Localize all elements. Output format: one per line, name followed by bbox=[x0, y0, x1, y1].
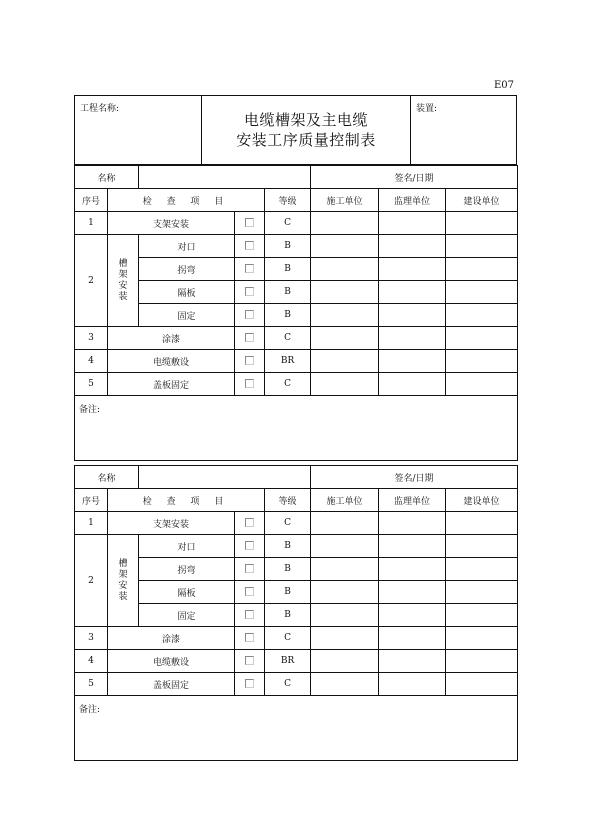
form-code: E07 bbox=[493, 80, 514, 91]
row-item: 涂漆 bbox=[108, 327, 235, 350]
supervisor-cell[interactable] bbox=[379, 373, 446, 396]
col-grade: 等级 bbox=[265, 489, 311, 512]
supervisor-cell[interactable] bbox=[379, 304, 446, 327]
owner-cell[interactable] bbox=[446, 281, 518, 304]
row-item: 盖板固定 bbox=[108, 673, 235, 696]
project-name-field[interactable] bbox=[75, 96, 202, 164]
row-grade: B bbox=[265, 558, 311, 581]
checkbox-icon[interactable] bbox=[245, 541, 254, 550]
checkbox-icon[interactable] bbox=[245, 287, 254, 296]
check-box[interactable] bbox=[235, 673, 265, 696]
row-item: 对口 bbox=[139, 535, 235, 558]
row-item: 盖板固定 bbox=[108, 373, 235, 396]
row-grade: B bbox=[265, 581, 311, 604]
table-row bbox=[75, 535, 518, 558]
owner-cell[interactable] bbox=[446, 650, 518, 673]
check-box[interactable] bbox=[235, 604, 265, 627]
row-item: 对口 bbox=[139, 235, 235, 258]
row-group: 槽架 安装 bbox=[108, 535, 139, 627]
row-seq: 5 bbox=[75, 673, 108, 696]
row-grade: BR bbox=[265, 650, 311, 673]
table-row bbox=[75, 212, 518, 235]
check-box[interactable] bbox=[235, 350, 265, 373]
table-row bbox=[75, 281, 518, 304]
supervisor-cell[interactable] bbox=[379, 212, 446, 235]
supervisor-cell[interactable] bbox=[379, 627, 446, 650]
remarks-label: 备注: bbox=[79, 405, 101, 415]
col-grade: 等级 bbox=[265, 189, 311, 212]
table-row bbox=[75, 512, 518, 535]
check-box[interactable] bbox=[235, 581, 265, 604]
form-title bbox=[202, 96, 411, 164]
row-item: 固定 bbox=[139, 304, 235, 327]
row-grade: B bbox=[265, 258, 311, 281]
owner-cell[interactable] bbox=[446, 512, 518, 535]
table-row bbox=[75, 373, 518, 396]
supervisor-cell[interactable] bbox=[379, 604, 446, 627]
table-row bbox=[75, 304, 518, 327]
table-row bbox=[75, 235, 518, 258]
row-grade: C bbox=[265, 373, 311, 396]
contractor-cell[interactable] bbox=[311, 604, 379, 627]
table-row bbox=[75, 258, 518, 281]
table-row bbox=[75, 581, 518, 604]
row-grade: C bbox=[265, 512, 311, 535]
check-box[interactable] bbox=[235, 558, 265, 581]
supervisor-cell[interactable] bbox=[379, 581, 446, 604]
inspection-table-1 bbox=[74, 165, 518, 461]
checkbox-icon[interactable] bbox=[245, 587, 254, 596]
name-input[interactable] bbox=[139, 466, 311, 489]
check-box[interactable] bbox=[235, 650, 265, 673]
col-owner: 建设单位 bbox=[446, 189, 518, 212]
remarks-field[interactable] bbox=[75, 696, 518, 761]
supervisor-cell[interactable] bbox=[379, 281, 446, 304]
row-item: 电缆敷设 bbox=[108, 650, 235, 673]
contractor-cell[interactable] bbox=[311, 373, 379, 396]
form-header bbox=[74, 95, 517, 165]
owner-cell[interactable] bbox=[446, 604, 518, 627]
checkbox-icon[interactable] bbox=[245, 241, 254, 250]
owner-cell[interactable] bbox=[446, 212, 518, 235]
owner-cell[interactable] bbox=[446, 558, 518, 581]
col-supervisor: 监理单位 bbox=[379, 189, 446, 212]
row-grade: B bbox=[265, 604, 311, 627]
owner-cell[interactable] bbox=[446, 258, 518, 281]
row-grade: B bbox=[265, 235, 311, 258]
row-seq: 3 bbox=[75, 327, 108, 350]
col-seq: 序号 bbox=[75, 189, 108, 212]
name-label: 名称 bbox=[75, 166, 139, 189]
name-input[interactable] bbox=[139, 166, 311, 189]
contractor-cell[interactable] bbox=[311, 673, 379, 696]
check-box[interactable] bbox=[235, 627, 265, 650]
supervisor-cell[interactable] bbox=[379, 650, 446, 673]
checkbox-icon[interactable] bbox=[245, 379, 254, 388]
table-row bbox=[75, 673, 518, 696]
row-grade: B bbox=[265, 304, 311, 327]
row-item: 固定 bbox=[139, 604, 235, 627]
row-item: 涂漆 bbox=[108, 627, 235, 650]
row-item: 拐弯 bbox=[139, 258, 235, 281]
checkbox-icon[interactable] bbox=[245, 610, 254, 619]
table-row bbox=[75, 604, 518, 627]
row-grade: C bbox=[265, 627, 311, 650]
supervisor-cell[interactable] bbox=[379, 235, 446, 258]
table-row bbox=[75, 650, 518, 673]
row-grade: C bbox=[265, 673, 311, 696]
check-box[interactable] bbox=[235, 235, 265, 258]
check-box[interactable] bbox=[235, 212, 265, 235]
inspection-table-2 bbox=[74, 465, 518, 761]
remarks-field[interactable] bbox=[75, 396, 518, 461]
checkbox-icon[interactable] bbox=[245, 333, 254, 342]
check-box[interactable] bbox=[235, 281, 265, 304]
supervisor-cell[interactable] bbox=[379, 350, 446, 373]
owner-cell[interactable] bbox=[446, 373, 518, 396]
checkbox-icon[interactable] bbox=[245, 356, 254, 365]
check-box[interactable] bbox=[235, 373, 265, 396]
row-seq: 5 bbox=[75, 373, 108, 396]
row-item: 支架安装 bbox=[108, 512, 235, 535]
row-group: 槽架 安装 bbox=[108, 235, 139, 327]
project-name-label: 工程名称: bbox=[80, 104, 120, 114]
contractor-cell[interactable] bbox=[311, 558, 379, 581]
check-box[interactable] bbox=[235, 512, 265, 535]
owner-cell[interactable] bbox=[446, 304, 518, 327]
col-supervisor: 监理单位 bbox=[379, 489, 446, 512]
col-contractor: 施工单位 bbox=[311, 489, 379, 512]
checkbox-icon[interactable] bbox=[245, 656, 254, 665]
supervisor-cell[interactable] bbox=[379, 535, 446, 558]
checkbox-icon[interactable] bbox=[245, 218, 254, 227]
owner-cell[interactable] bbox=[446, 350, 518, 373]
contractor-cell[interactable] bbox=[311, 212, 379, 235]
supervisor-cell[interactable] bbox=[379, 258, 446, 281]
device-field[interactable] bbox=[411, 96, 516, 164]
table-row bbox=[75, 627, 518, 650]
row-item: 隔板 bbox=[139, 281, 235, 304]
contractor-cell[interactable] bbox=[311, 581, 379, 604]
check-box[interactable] bbox=[235, 535, 265, 558]
contractor-cell[interactable] bbox=[311, 535, 379, 558]
owner-cell[interactable] bbox=[446, 673, 518, 696]
check-box[interactable] bbox=[235, 304, 265, 327]
checkbox-icon[interactable] bbox=[245, 679, 254, 688]
row-seq: 3 bbox=[75, 627, 108, 650]
remarks-label: 备注: bbox=[79, 705, 101, 715]
col-item: 检 查 项 目 bbox=[108, 489, 265, 512]
checkbox-icon[interactable] bbox=[245, 518, 254, 527]
title-line-2: 安装工序质量控制表 bbox=[236, 131, 376, 149]
row-seq: 4 bbox=[75, 650, 108, 673]
contractor-cell[interactable] bbox=[311, 627, 379, 650]
col-owner: 建设单位 bbox=[446, 489, 518, 512]
title-line-1: 电缆槽架及主电缆 bbox=[243, 111, 368, 129]
col-seq: 序号 bbox=[75, 489, 108, 512]
row-seq: 2 bbox=[75, 535, 108, 627]
contractor-cell[interactable] bbox=[311, 304, 379, 327]
row-seq: 4 bbox=[75, 350, 108, 373]
contractor-cell[interactable] bbox=[311, 281, 379, 304]
contractor-cell[interactable] bbox=[311, 650, 379, 673]
sign-date-label: 签名/日期 bbox=[311, 166, 518, 189]
owner-cell[interactable] bbox=[446, 235, 518, 258]
row-seq: 1 bbox=[75, 512, 108, 535]
row-seq: 1 bbox=[75, 212, 108, 235]
contractor-cell[interactable] bbox=[311, 258, 379, 281]
row-grade: B bbox=[265, 281, 311, 304]
contractor-cell[interactable] bbox=[311, 235, 379, 258]
checkbox-icon[interactable] bbox=[245, 564, 254, 573]
sign-date-label: 签名/日期 bbox=[311, 466, 518, 489]
table-row bbox=[75, 558, 518, 581]
owner-cell[interactable] bbox=[446, 327, 518, 350]
check-box[interactable] bbox=[235, 258, 265, 281]
supervisor-cell[interactable] bbox=[379, 558, 446, 581]
row-item: 隔板 bbox=[139, 581, 235, 604]
row-seq: 2 bbox=[75, 235, 108, 327]
contractor-cell[interactable] bbox=[311, 350, 379, 373]
supervisor-cell[interactable] bbox=[379, 673, 446, 696]
table-row bbox=[75, 327, 518, 350]
row-grade: C bbox=[265, 327, 311, 350]
col-contractor: 施工单位 bbox=[311, 189, 379, 212]
row-item: 电缆敷设 bbox=[108, 350, 235, 373]
row-grade: BR bbox=[265, 350, 311, 373]
owner-cell[interactable] bbox=[446, 627, 518, 650]
checkbox-icon[interactable] bbox=[245, 310, 254, 319]
table-row bbox=[75, 350, 518, 373]
owner-cell[interactable] bbox=[446, 581, 518, 604]
device-label: 装置: bbox=[416, 104, 438, 114]
checkbox-icon[interactable] bbox=[245, 633, 254, 642]
name-label: 名称 bbox=[75, 466, 139, 489]
supervisor-cell[interactable] bbox=[379, 512, 446, 535]
contractor-cell[interactable] bbox=[311, 327, 379, 350]
contractor-cell[interactable] bbox=[311, 512, 379, 535]
owner-cell[interactable] bbox=[446, 535, 518, 558]
check-box[interactable] bbox=[235, 327, 265, 350]
row-grade: C bbox=[265, 212, 311, 235]
col-item: 检 查 项 目 bbox=[108, 189, 265, 212]
checkbox-icon[interactable] bbox=[245, 264, 254, 273]
row-item: 支架安装 bbox=[108, 212, 235, 235]
row-grade: B bbox=[265, 535, 311, 558]
row-item: 拐弯 bbox=[139, 558, 235, 581]
supervisor-cell[interactable] bbox=[379, 327, 446, 350]
